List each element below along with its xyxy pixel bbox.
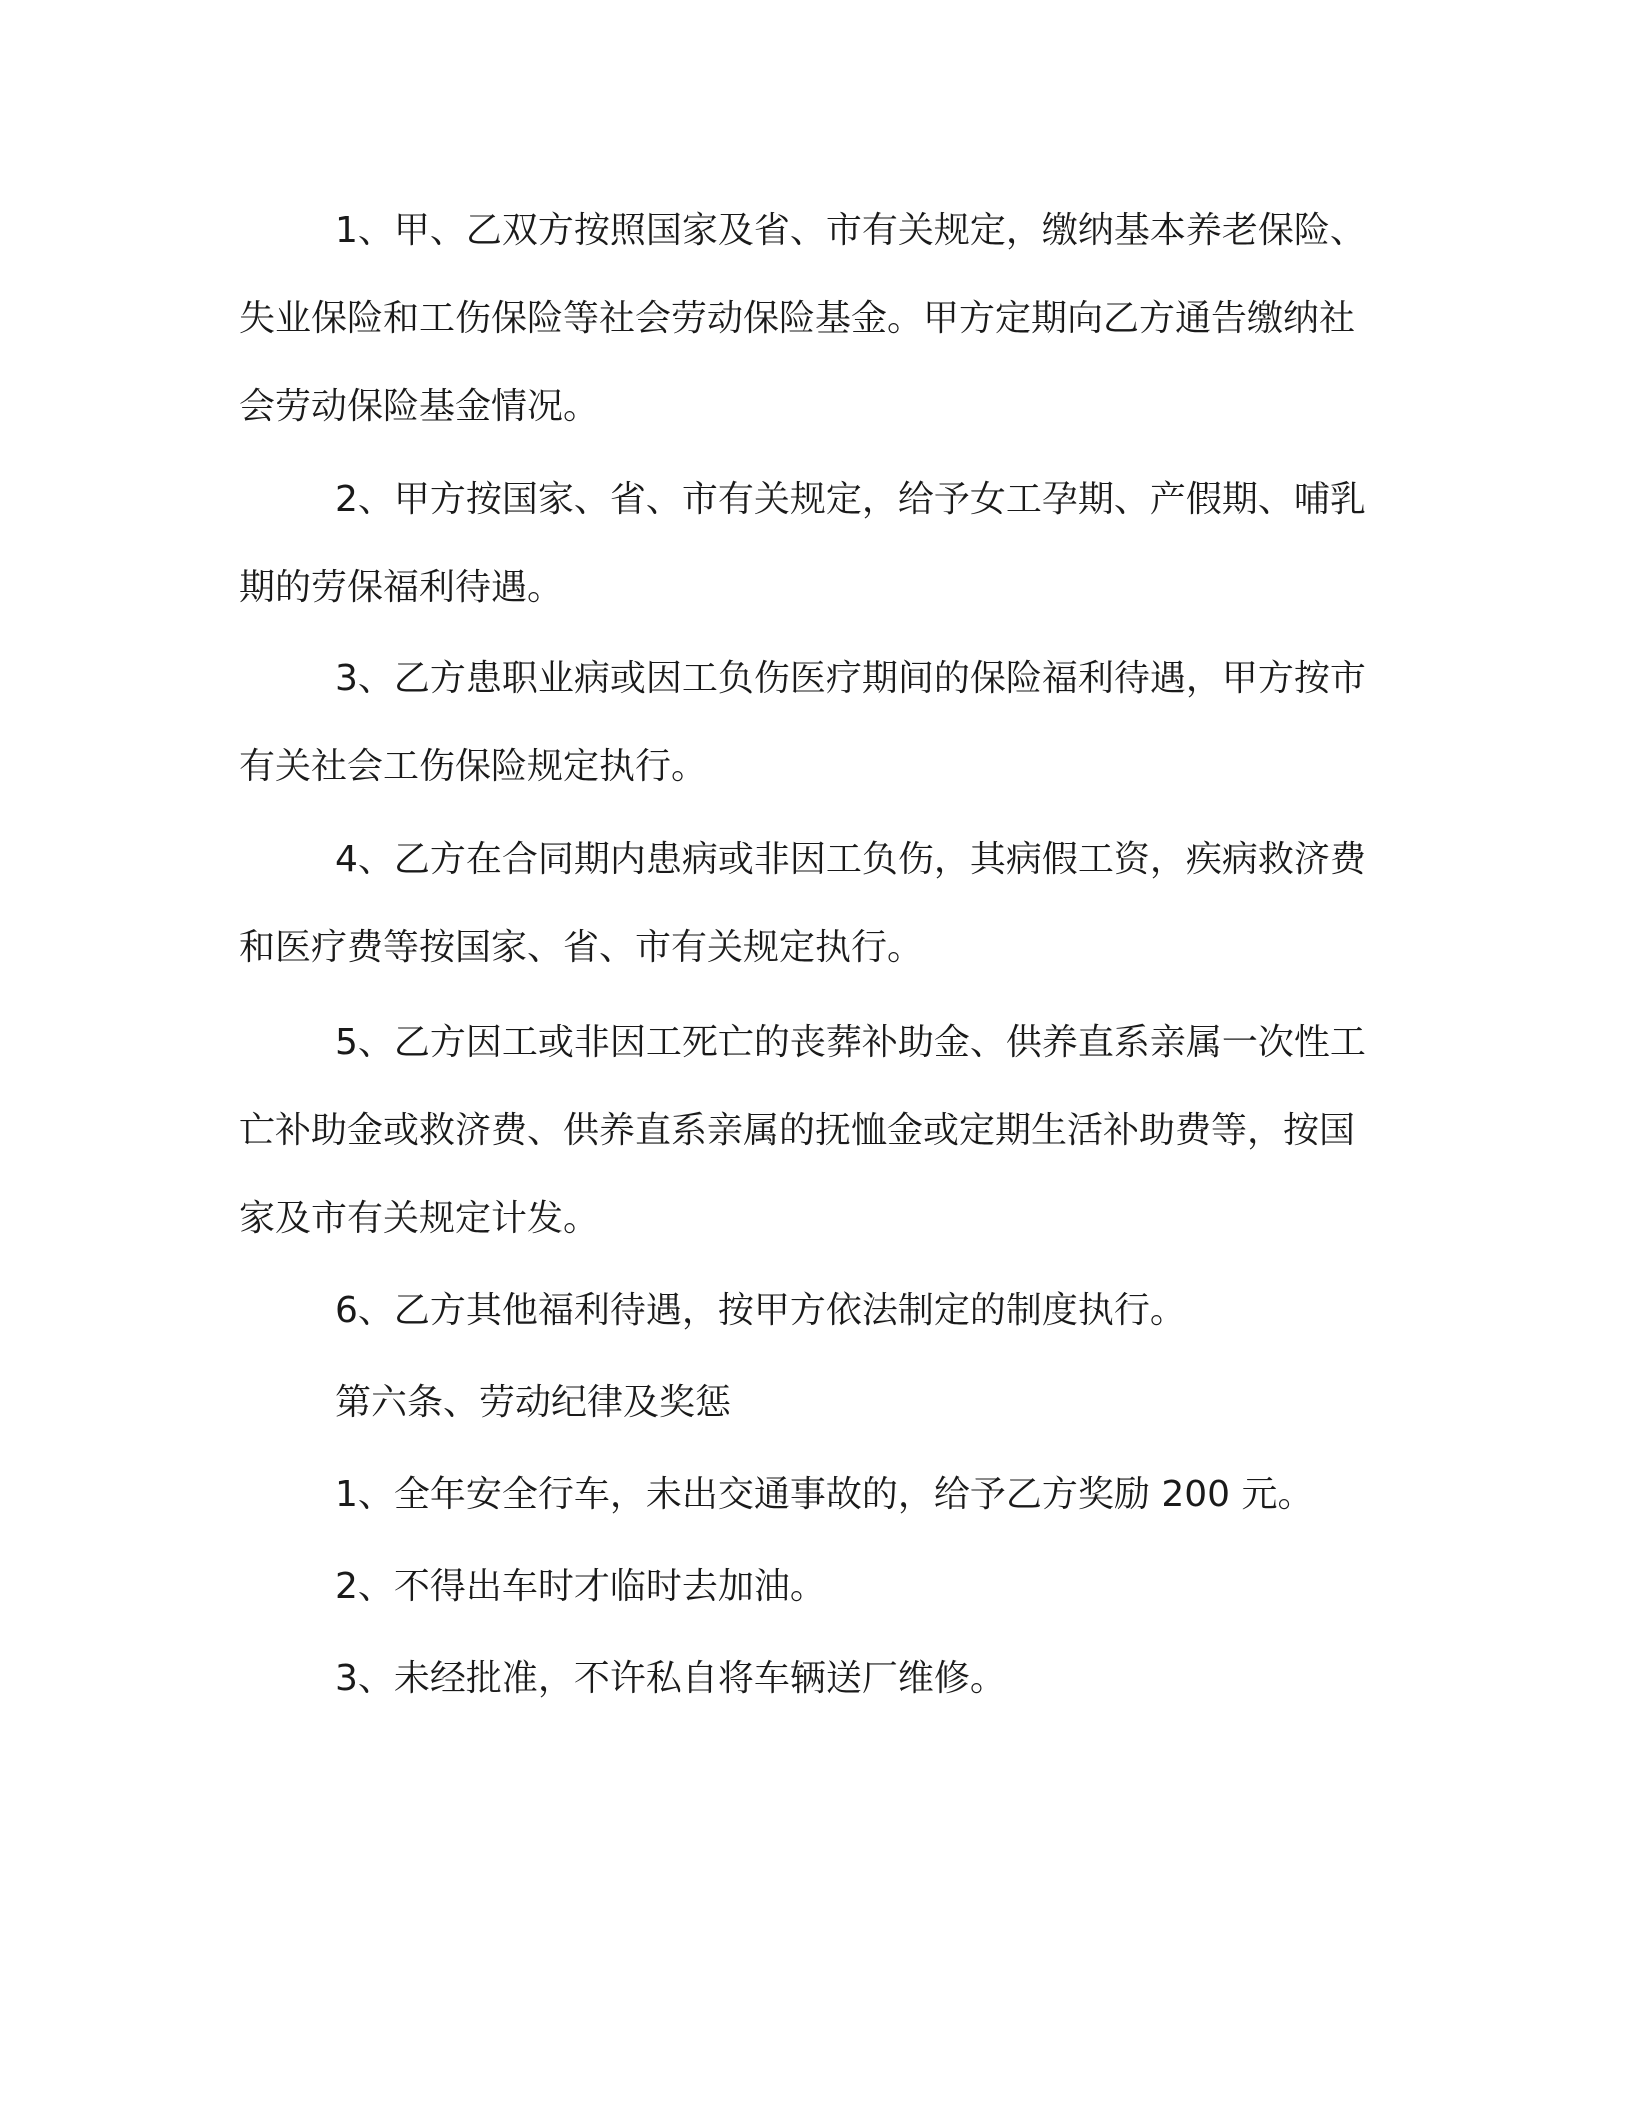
paragraph-sick-leave: 4、乙方在合同期内患病或非因工负伤，其病假工资，疾病救济费和医疗费等按国家、省、市有关规定执行。 bbox=[239, 839, 1366, 968]
paragraph-other-benefits: 6、乙方其他福利待遇，按甲方依法制定的制度执行。 bbox=[335, 1290, 1186, 1331]
paragraph-insurance-fund: 1、甲、乙双方按照国家及省、市有关规定，缴纳基本养老保险、失业保险和工伤保险等社会劳动保险基金。甲方定期向乙方通告缴纳社会劳动保险基金情况。 bbox=[239, 210, 1366, 427]
paragraph-death-benefits: 5、乙方因工或非因工死亡的丧葬补助金、供养直系亲属一次性工亡补助金或救济费、供养直系亲属的抚恤金或定期生活补助费等，按国家及市有关规定计发。 bbox=[239, 1022, 1366, 1239]
paragraph-repair-rule: 3、未经批准，不许私自将车辆送厂维修。 bbox=[335, 1658, 1006, 1699]
section-heading-discipline: 第六条、劳动纪律及奖惩 bbox=[335, 1382, 732, 1423]
paragraph-occupational-injury: 3、乙方患职业病或因工负伤医疗期间的保险福利待遇，甲方按市有关社会工伤保险规定执行。 bbox=[239, 658, 1366, 787]
paragraph-refueling-rule: 2、不得出车时才临时去加油。 bbox=[335, 1566, 826, 1607]
paragraph-female-worker-benefits: 2、甲方按国家、省、市有关规定，给予女工孕期、产假期、哺乳期的劳保福利待遇。 bbox=[239, 479, 1366, 608]
document-body bbox=[239, 187, 1379, 1723]
paragraph-safe-driving-reward: 1、全年安全行车，未出交通事故的，给予乙方奖励 200 元。 bbox=[335, 1474, 1314, 1515]
